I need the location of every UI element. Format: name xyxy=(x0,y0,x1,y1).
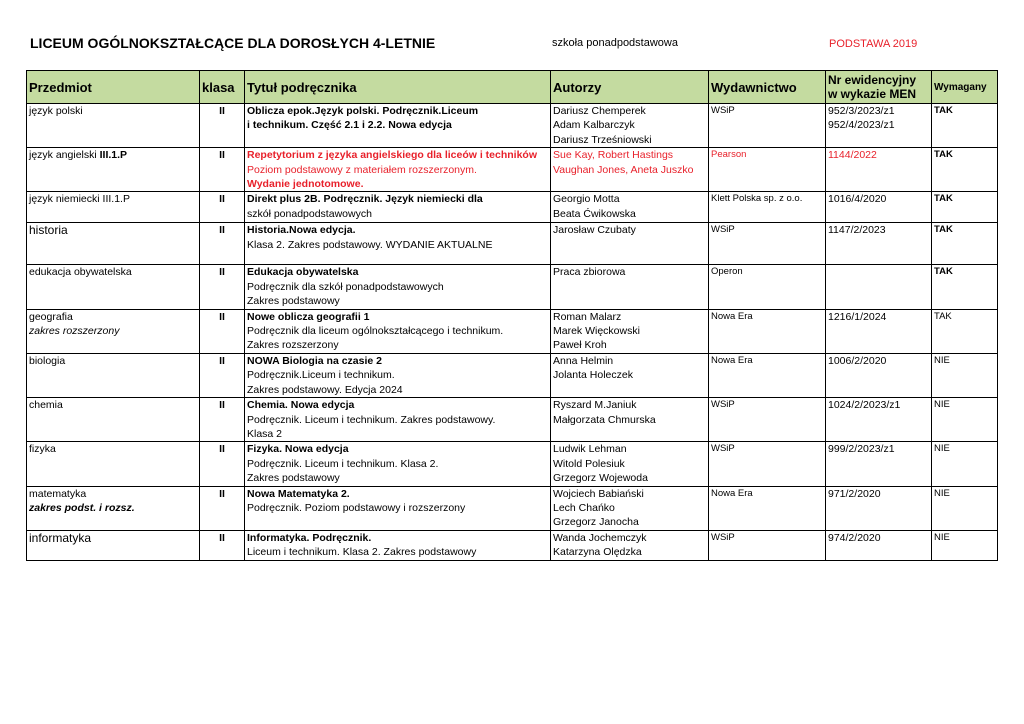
table-header-row xyxy=(27,71,998,104)
cell-nr: 952/3/2023/z1 952/4/2023/z1 xyxy=(826,104,932,148)
table-row xyxy=(27,486,998,530)
cell-authors: Wojciech Babiański Lech Chańko Grzegorz Janocha xyxy=(551,486,709,530)
table-row xyxy=(27,398,998,442)
cell-publisher: Pearson xyxy=(709,148,826,192)
cell-required: NIE xyxy=(932,530,998,560)
cell-publisher: Klett Polska sp. z o.o. xyxy=(709,192,826,223)
cell-required: NIE xyxy=(932,486,998,530)
cell-nr xyxy=(826,265,932,309)
cell-publisher: WSiP xyxy=(709,223,826,265)
cell-title: Nowe oblicza geografii 1 Podręcznik dla liceum ogólnokształcącego i technikum. Zakres rozszerzony xyxy=(245,309,551,353)
cell-title: Fizyka. Nowa edycja Podręcznik. Liceum i technikum. Klasa 2. Zakres podstawowy xyxy=(245,442,551,486)
col-header-authors: Autorzy xyxy=(551,71,709,104)
cell-publisher: Nowa Era xyxy=(709,486,826,530)
cell-klasa: II xyxy=(200,530,245,560)
cell-required: TAK xyxy=(932,104,998,148)
table-row xyxy=(27,309,998,353)
table-row xyxy=(27,353,998,397)
cell-subject: geografia zakres rozszerzony xyxy=(27,309,200,353)
cell-klasa: II xyxy=(200,265,245,309)
cell-title: Informatyka. Podręcznik. Liceum i technikum. Klasa 2. Zakres podstawowy xyxy=(245,530,551,560)
cell-nr: 1147/2/2023 xyxy=(826,223,932,265)
col-header-klasa: klasa xyxy=(200,71,245,104)
cell-authors: Ludwik Lehman Witold Polesiuk Grzegorz Wojewoda xyxy=(551,442,709,486)
cell-publisher: WSiP xyxy=(709,442,826,486)
cell-title: NOWA Biologia na czasie 2 Podręcznik.Liceum i technikum. Zakres podstawowy. Edycja 2024 xyxy=(245,353,551,397)
cell-authors: Roman Malarz Marek Więckowski Paweł Kroh xyxy=(551,309,709,353)
cell-nr: 1024/2/2023/z1 xyxy=(826,398,932,442)
cell-authors: Dariusz Chemperek Adam Kalbarczyk Dariusz Trześniowski xyxy=(551,104,709,148)
col-header-nr xyxy=(826,71,932,104)
cell-subject: matematyka zakres podst. i rozsz. xyxy=(27,486,200,530)
cell-nr: 1006/2/2020 xyxy=(826,353,932,397)
cell-nr: 974/2/2020 xyxy=(826,530,932,560)
table-row xyxy=(27,442,998,486)
cell-nr: 1144/2022 xyxy=(826,148,932,192)
cell-nr: 971/2/2020 xyxy=(826,486,932,530)
cell-subject: historia xyxy=(27,223,200,265)
cell-required: TAK xyxy=(932,265,998,309)
table-row xyxy=(27,223,998,265)
cell-publisher: WSiP xyxy=(709,104,826,148)
cell-required: NIE xyxy=(932,442,998,486)
table-row xyxy=(27,192,998,223)
cell-authors: Jarosław Czubaty xyxy=(551,223,709,265)
cell-title: Historia.Nowa edycja. Klasa 2. Zakres podstawowy. WYDANIE AKTUALNE xyxy=(245,223,551,265)
cell-subject: język polski xyxy=(27,104,200,148)
subject-note: zakres podst. i rozsz. xyxy=(29,501,135,514)
cell-required: NIE xyxy=(932,353,998,397)
cell-nr: 1216/1/2024 xyxy=(826,309,932,353)
cell-publisher: WSiP xyxy=(709,398,826,442)
cell-subject: fizyka xyxy=(27,442,200,486)
cell-title: Nowa Matematyka 2. Podręcznik. Poziom podstawowy i rozszerzony xyxy=(245,486,551,530)
cell-nr: 1016/4/2020 xyxy=(826,192,932,223)
cell-authors: Praca zbiorowa xyxy=(551,265,709,309)
cell-required: NIE xyxy=(932,398,998,442)
subject-note: zakres rozszerzony xyxy=(29,325,120,338)
cell-publisher: Nowa Era xyxy=(709,353,826,397)
cell-klasa: II xyxy=(200,223,245,265)
col-header-title: Tytuł podręcznika xyxy=(245,71,551,104)
col-header-nr-line1: Nr ewidencyjny xyxy=(828,73,917,87)
table-row xyxy=(27,530,998,560)
cell-required: TAK xyxy=(932,223,998,265)
cell-authors: Wanda Jochemczyk Katarzyna Olędzka xyxy=(551,530,709,560)
cell-authors: Georgio Motta Beata Ćwikowska xyxy=(551,192,709,223)
cell-authors: Sue Kay, Robert Hastings Vaughan Jones, Aneta Juszko xyxy=(551,148,709,192)
table-row xyxy=(27,104,998,148)
cell-nr: 999/2/2023/z1 xyxy=(826,442,932,486)
col-header-required: Wymagany xyxy=(932,71,998,104)
cell-publisher: WSiP xyxy=(709,530,826,560)
cell-klasa: II xyxy=(200,353,245,397)
cell-title: Oblicza epok.Język polski. Podręcznik.Liceum i technikum. Część 2.1 i 2.2. Nowa edycja xyxy=(245,104,551,148)
table-row xyxy=(27,265,998,309)
cell-title: Edukacja obywatelska Podręcznik dla szkół ponadpodstawowych Zakres podstawowy xyxy=(245,265,551,309)
cell-subject: język angielski III.1.P xyxy=(27,148,200,192)
page-title: LICEUM OGÓLNOKSZTAŁCĄCE DLA DOROSŁYCH 4-LETNIE xyxy=(30,35,436,51)
cell-subject: chemia xyxy=(27,398,200,442)
table-row xyxy=(27,148,998,192)
cell-title: Chemia. Nowa edycja Podręcznik. Liceum i technikum. Zakres podstawowy. Klasa 2 xyxy=(245,398,551,442)
col-header-subject: Przedmiot xyxy=(27,71,200,104)
cell-subject: edukacja obywatelska xyxy=(27,265,200,309)
textbook-table xyxy=(26,70,998,561)
cell-klasa: II xyxy=(200,104,245,148)
cell-publisher: Operon xyxy=(709,265,826,309)
cell-authors: Anna Helmin Jolanta Holeczek xyxy=(551,353,709,397)
cell-klasa: II xyxy=(200,192,245,223)
cell-title: Repetytorium z języka angielskiego dla liceów i techników Poziom podstawowy z materiałem rozszerzonym. Wydanie jednotomowe. xyxy=(245,148,551,192)
cell-klasa: II xyxy=(200,398,245,442)
cell-klasa: II xyxy=(200,309,245,353)
cell-klasa: II xyxy=(200,486,245,530)
cell-title: Direkt plus 2B. Podręcznik. Język niemiecki dla szkół ponadpodstawowych xyxy=(245,192,551,223)
cell-klasa: II xyxy=(200,442,245,486)
curriculum-base-label: PODSTAWA 2019 xyxy=(829,38,918,50)
cell-subject: biologia xyxy=(27,353,200,397)
school-type-label: szkoła ponadpodstawowa xyxy=(552,37,678,49)
cell-required: TAK xyxy=(932,148,998,192)
cell-publisher: Nowa Era xyxy=(709,309,826,353)
cell-subject: język niemiecki III.1.P xyxy=(27,192,200,223)
cell-klasa: II xyxy=(200,148,245,192)
col-header-nr-line2: w wykazie MEN xyxy=(828,87,917,101)
cell-authors: Ryszard M.Janiuk Małgorzata Chmurska xyxy=(551,398,709,442)
cell-subject: informatyka xyxy=(27,530,200,560)
cell-required: TAK xyxy=(932,309,998,353)
cell-required: TAK xyxy=(932,192,998,223)
col-header-publisher: Wydawnictwo xyxy=(709,71,826,104)
